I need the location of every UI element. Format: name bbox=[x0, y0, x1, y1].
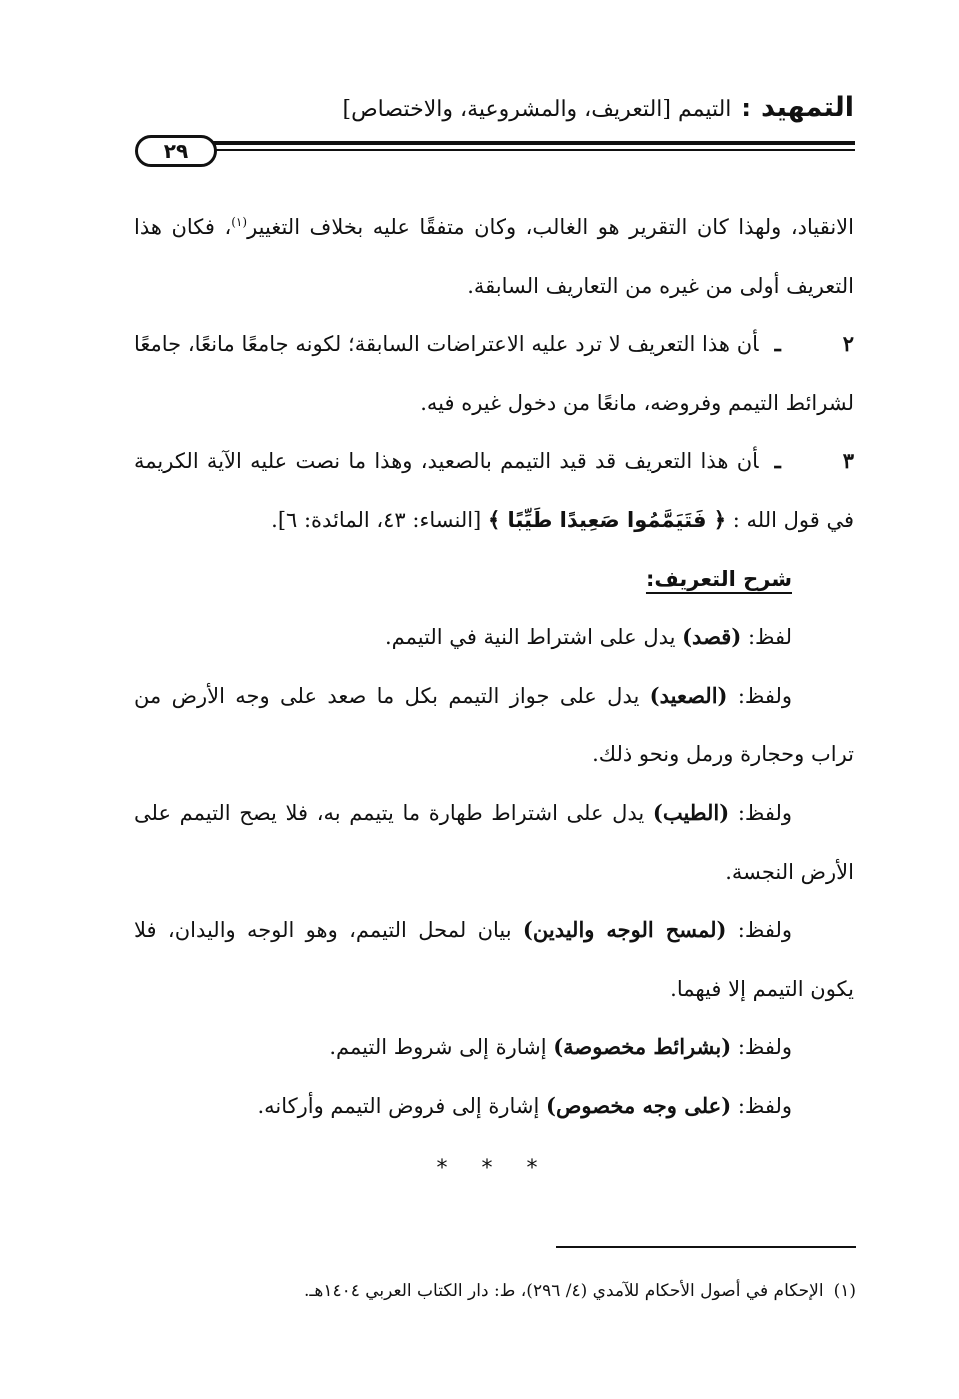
term-explanation: يدل على اشتراط طهارة ما يتيمم به، فلا يصح التيمم على الأرض النجسة. bbox=[134, 800, 854, 884]
point-number: ٣ـ bbox=[774, 448, 854, 474]
term-explanation: إشارة إلى شروط التيمم. bbox=[329, 1035, 554, 1060]
paragraph-text: الانقياد، ولهذا كان التقرير هو الغالب، وكان متفقًا عليه بخلاف التغيير bbox=[247, 215, 854, 239]
defined-term: (الطيب) bbox=[652, 799, 730, 825]
footnote-1 bbox=[136, 1276, 856, 1306]
section-divider-asterisks: *** bbox=[436, 1155, 572, 1181]
term-prefix: ولفظ: bbox=[731, 1093, 792, 1118]
definition-line-4 bbox=[134, 901, 854, 1018]
definition-line-5 bbox=[134, 1018, 854, 1077]
term-explanation: إشارة إلى فروض التيمم وأركانه. bbox=[257, 1093, 547, 1118]
header-subject: التيمم [التعريف، والمشروعية، والاختصاص] bbox=[342, 97, 732, 122]
term-explanation: يدل على جواز التيمم بكل ما صعد على وجه الأرض من تراب وحجارة ورمل ونحو ذلك. bbox=[134, 683, 854, 767]
numbered-point-3 bbox=[134, 432, 854, 549]
term-prefix: ولفظ: bbox=[729, 800, 793, 825]
defined-term: (لمسح الوجه واليدين) bbox=[522, 917, 727, 943]
page-number: ٢٩ bbox=[135, 135, 217, 167]
definition-line-2 bbox=[134, 667, 854, 784]
term-prefix: ولفظ: bbox=[731, 1035, 792, 1060]
defined-term: (الصعيد) bbox=[649, 682, 728, 708]
header-rule-thick-line bbox=[205, 141, 855, 145]
definition-line-1 bbox=[134, 608, 854, 667]
point-text: أن هذا التعريف لا ترد عليه الاعتراضات السابقة؛ لكونه جامعًا مانعًا، جامعًا لشرائط التيمم وفروضه، مانعًا من دخول غيره فيه. bbox=[134, 332, 854, 415]
main-text bbox=[134, 198, 854, 1198]
continuation-paragraph bbox=[134, 198, 854, 315]
header-rule bbox=[135, 135, 855, 165]
verse-citation: [النساء: ٤٣، المائدة: ٦]. bbox=[271, 507, 482, 532]
term-explanation: بيان لمحل التيمم، وهو الوجه واليدان، فلا يكون التيمم إلا فيهما. bbox=[134, 918, 854, 1001]
term-prefix: لفظ: bbox=[741, 625, 792, 650]
footnote-text: الإحكام في أصول الأحكام للآمدي (٤/ ٢٩٦)، ط: دار الكتاب العربي ١٤٠٤هـ. bbox=[303, 1281, 824, 1301]
term-explanation: يدل على اشتراط النية في التيمم. bbox=[384, 625, 683, 650]
point-text: أن هذا التعريف قد قيد التيمم بالصعيد، وهذا ما نصت عليه الآية الكريمة في قول الله : bbox=[134, 449, 854, 532]
defined-term: (على وجه مخصوص) bbox=[546, 1092, 732, 1118]
paragraph-punctuation: ، bbox=[224, 215, 232, 239]
defined-term: (قصد) bbox=[682, 624, 742, 650]
running-header bbox=[343, 92, 855, 132]
header-chapter-title: التمهيد bbox=[761, 92, 854, 123]
term-prefix: ولفظ: bbox=[726, 918, 792, 943]
term-prefix: ولفظ: bbox=[727, 683, 792, 708]
footnote-separator bbox=[556, 1246, 856, 1248]
footnote-number: (١) bbox=[833, 1281, 856, 1301]
defined-term: (بشرائط مخصوصة) bbox=[553, 1034, 732, 1060]
definition-line-6 bbox=[134, 1077, 854, 1136]
header-separator: : bbox=[741, 94, 752, 122]
definition-line-3 bbox=[134, 784, 854, 901]
quran-verse: ﴿ فَتَيَمَّمُوا صَعِيدًا طَيِّبًا ﴾ bbox=[487, 507, 727, 532]
footnote-reference[interactable]: (١) bbox=[231, 215, 248, 229]
section-heading: شرح التعريف: bbox=[645, 566, 792, 591]
numbered-point-2 bbox=[134, 315, 854, 432]
paragraph-text: فكان هذا التعريف أولى من غيره من التعاريف السابقة. bbox=[134, 215, 854, 298]
header-rule-thin-line bbox=[205, 149, 855, 151]
point-number: ٢ـ bbox=[774, 331, 854, 357]
section-heading-line bbox=[134, 550, 854, 609]
